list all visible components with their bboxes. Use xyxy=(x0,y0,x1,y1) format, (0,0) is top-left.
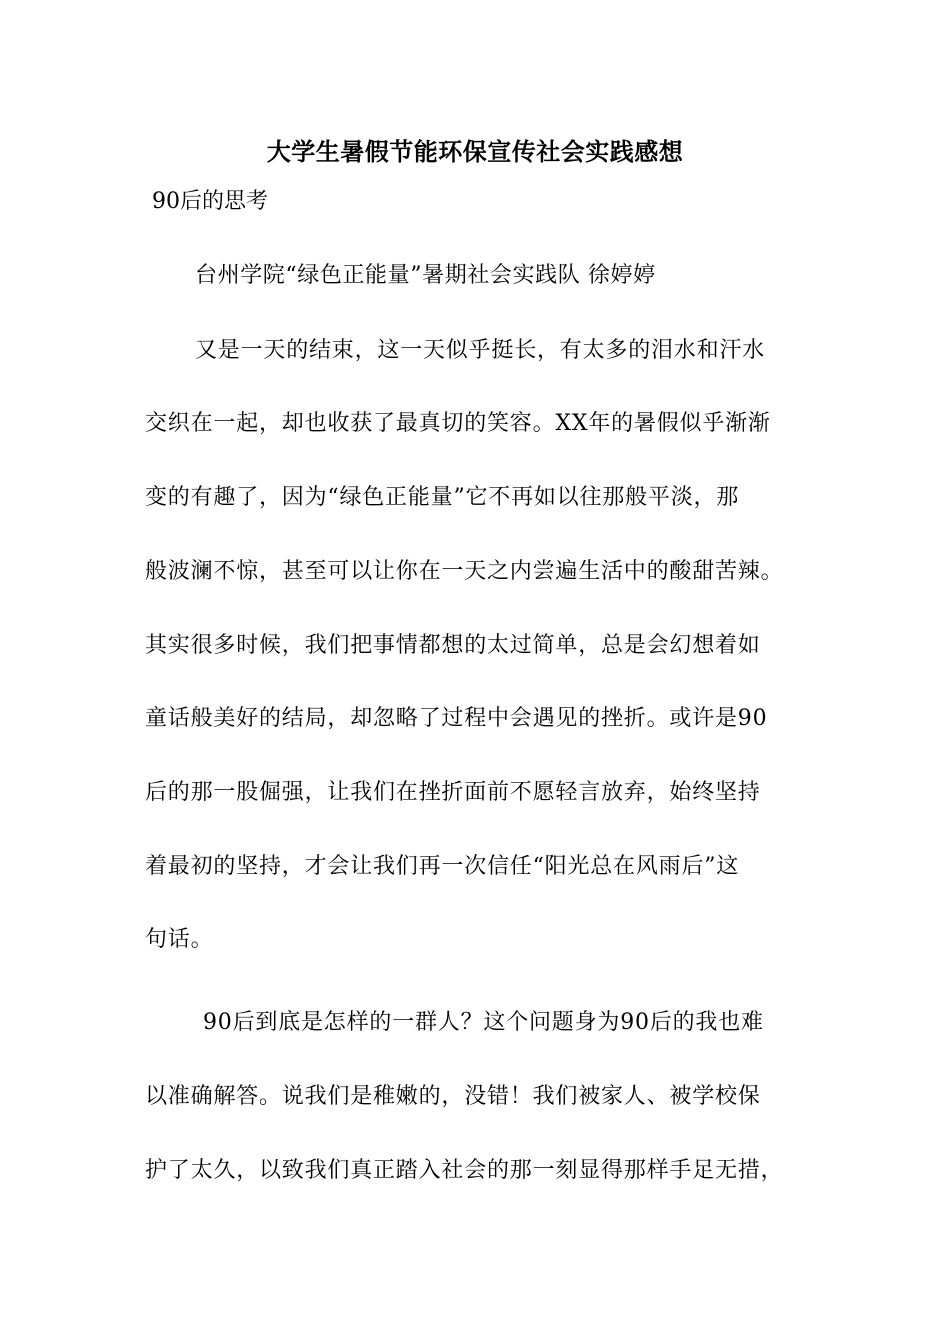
document-title: 大学生暑假节能环保宣传社会实践感想 xyxy=(266,137,684,166)
paragraph-1-line: 着最初的坚持，才会让我们再一次信任“阳光总在风雨后”这 xyxy=(145,854,740,879)
paragraph-1-line: 其实很多时候，我们把事情都想的太过简单，总是会幻想着如 xyxy=(145,633,761,658)
paragraph-1-line: 交织在一起，却也收获了最真切的笑容。XX年的暑假似乎渐渐 xyxy=(145,411,771,436)
paragraph-2-line: 以准确解答。说我们是稚嫩的，没错！我们被家人、被学校保 xyxy=(145,1084,761,1109)
paragraph-1-line: 般波澜不惊，甚至可以让你在一天之内尝遍生活中的酸甜苦辣。 xyxy=(145,559,784,584)
paragraph-2-line: 90后到底是怎样的一群人？这个问题身为90后的我也难 xyxy=(203,1010,764,1035)
document-subtitle: 90后的思考 xyxy=(152,189,268,214)
paragraph-1-line: 变的有趣了，因为“绿色正能量”它不再如以往那般平淡，那 xyxy=(145,485,740,510)
paragraph-2-line: 护了太久，以致我们真正踏入社会的那一刻显得那样手足无措， xyxy=(145,1158,784,1183)
paragraph-1-line: 句话。 xyxy=(145,927,214,952)
paragraph-1-line: 又是一天的结束，这一天似乎挺长，有太多的泪水和汗水 xyxy=(195,338,766,363)
paragraph-1-line: 童话般美好的结局，却忽略了过程中会遇见的挫折。或许是90 xyxy=(145,706,768,731)
document-byline: 台州学院“绿色正能量”暑期社会实践队 徐婷婷 xyxy=(195,263,656,288)
paragraph-1-line: 后的那一股倔强，让我们在挫折面前不愿轻言放弃，始终坚持 xyxy=(145,780,761,805)
